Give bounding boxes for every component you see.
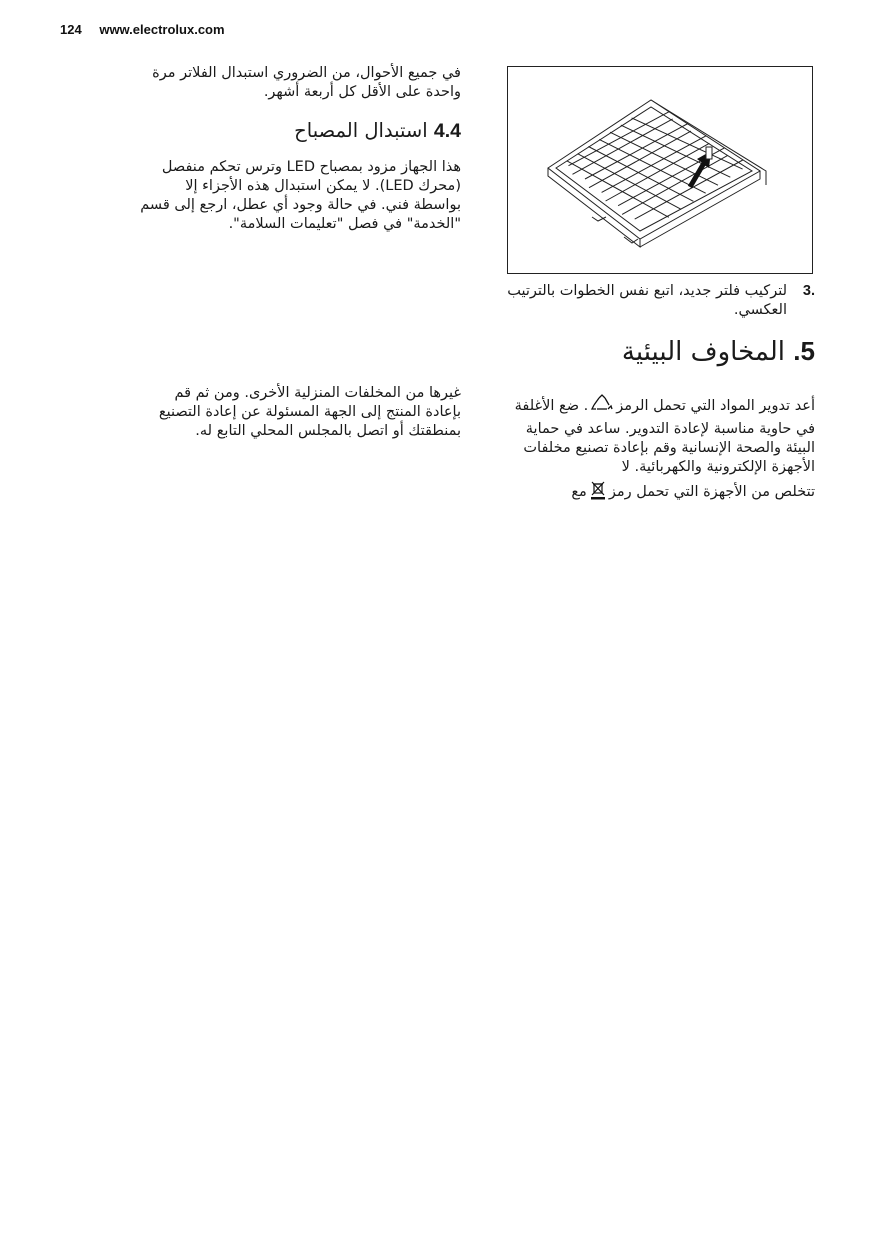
recycling-paragraph xyxy=(495,394,815,477)
section-title: استبدال المصباح xyxy=(294,119,428,142)
filter-installation-illustration xyxy=(508,67,812,273)
website-url[interactable]: www.electrolux.com xyxy=(99,22,225,37)
filter-figure xyxy=(507,66,813,274)
step-number: 3. xyxy=(802,283,815,299)
disposal-continued-text: غيرها من المخلفات المنزلية الأخرى. ومن ثم قم بإعادة المنتج إلى الجهة المسئولة عن إعادة التصنيع بمنطقتك أو اتصل بالمجلس المحلي التابع له. xyxy=(158,385,461,439)
section-5-heading xyxy=(495,334,815,369)
section-number: 4.4 xyxy=(433,120,461,142)
weee-text-before: تتخلص من الأجهزة التي تحمل رمز xyxy=(608,484,815,500)
weee-paragraph xyxy=(495,480,815,506)
step-text: لتركيب فلتر جديد، اتبع نفس الخطوات بالترتيب العكسي. xyxy=(507,283,787,318)
filter-latch xyxy=(706,147,712,159)
section-number: 5. xyxy=(793,336,815,366)
crossed-bin-icon xyxy=(590,480,606,506)
recycle-text-after: . ضع الأغلفة في حاوية مناسبة لإعادة التدوير. ساعد في حماية البيئة والصحة الإنسانية وقم بإعادة تصنيع مخلفات الأجهزة الإلكترونية والكهربائية. لا xyxy=(514,398,815,475)
page-number: 124 xyxy=(60,22,82,37)
weee-text-after: مع xyxy=(571,484,587,500)
recycle-icon xyxy=(591,394,613,420)
section-title: المخاوف البيئية xyxy=(621,337,786,367)
filter-replacement-note: في جميع الأحوال، من الضروري استبدال الفلاتر مرة واحدة على الأقل كل أربعة أشهر. xyxy=(152,65,461,100)
section-4-4-heading xyxy=(135,118,461,144)
page-header xyxy=(60,22,225,37)
recycle-text-before: أعد تدوير المواد التي تحمل الرمز xyxy=(616,398,815,414)
lamp-replacement-text: هذا الجهاز مزود بمصباح LED وترس تحكم منفصل (محرك LED). لا يمكن استبدال هذه الأجزاء إلا بواسطة فني. في حالة وجود أي عطل، ارجع إلى قسم "الخدمة" في فصل "تعليمات السلامة". xyxy=(140,159,461,232)
